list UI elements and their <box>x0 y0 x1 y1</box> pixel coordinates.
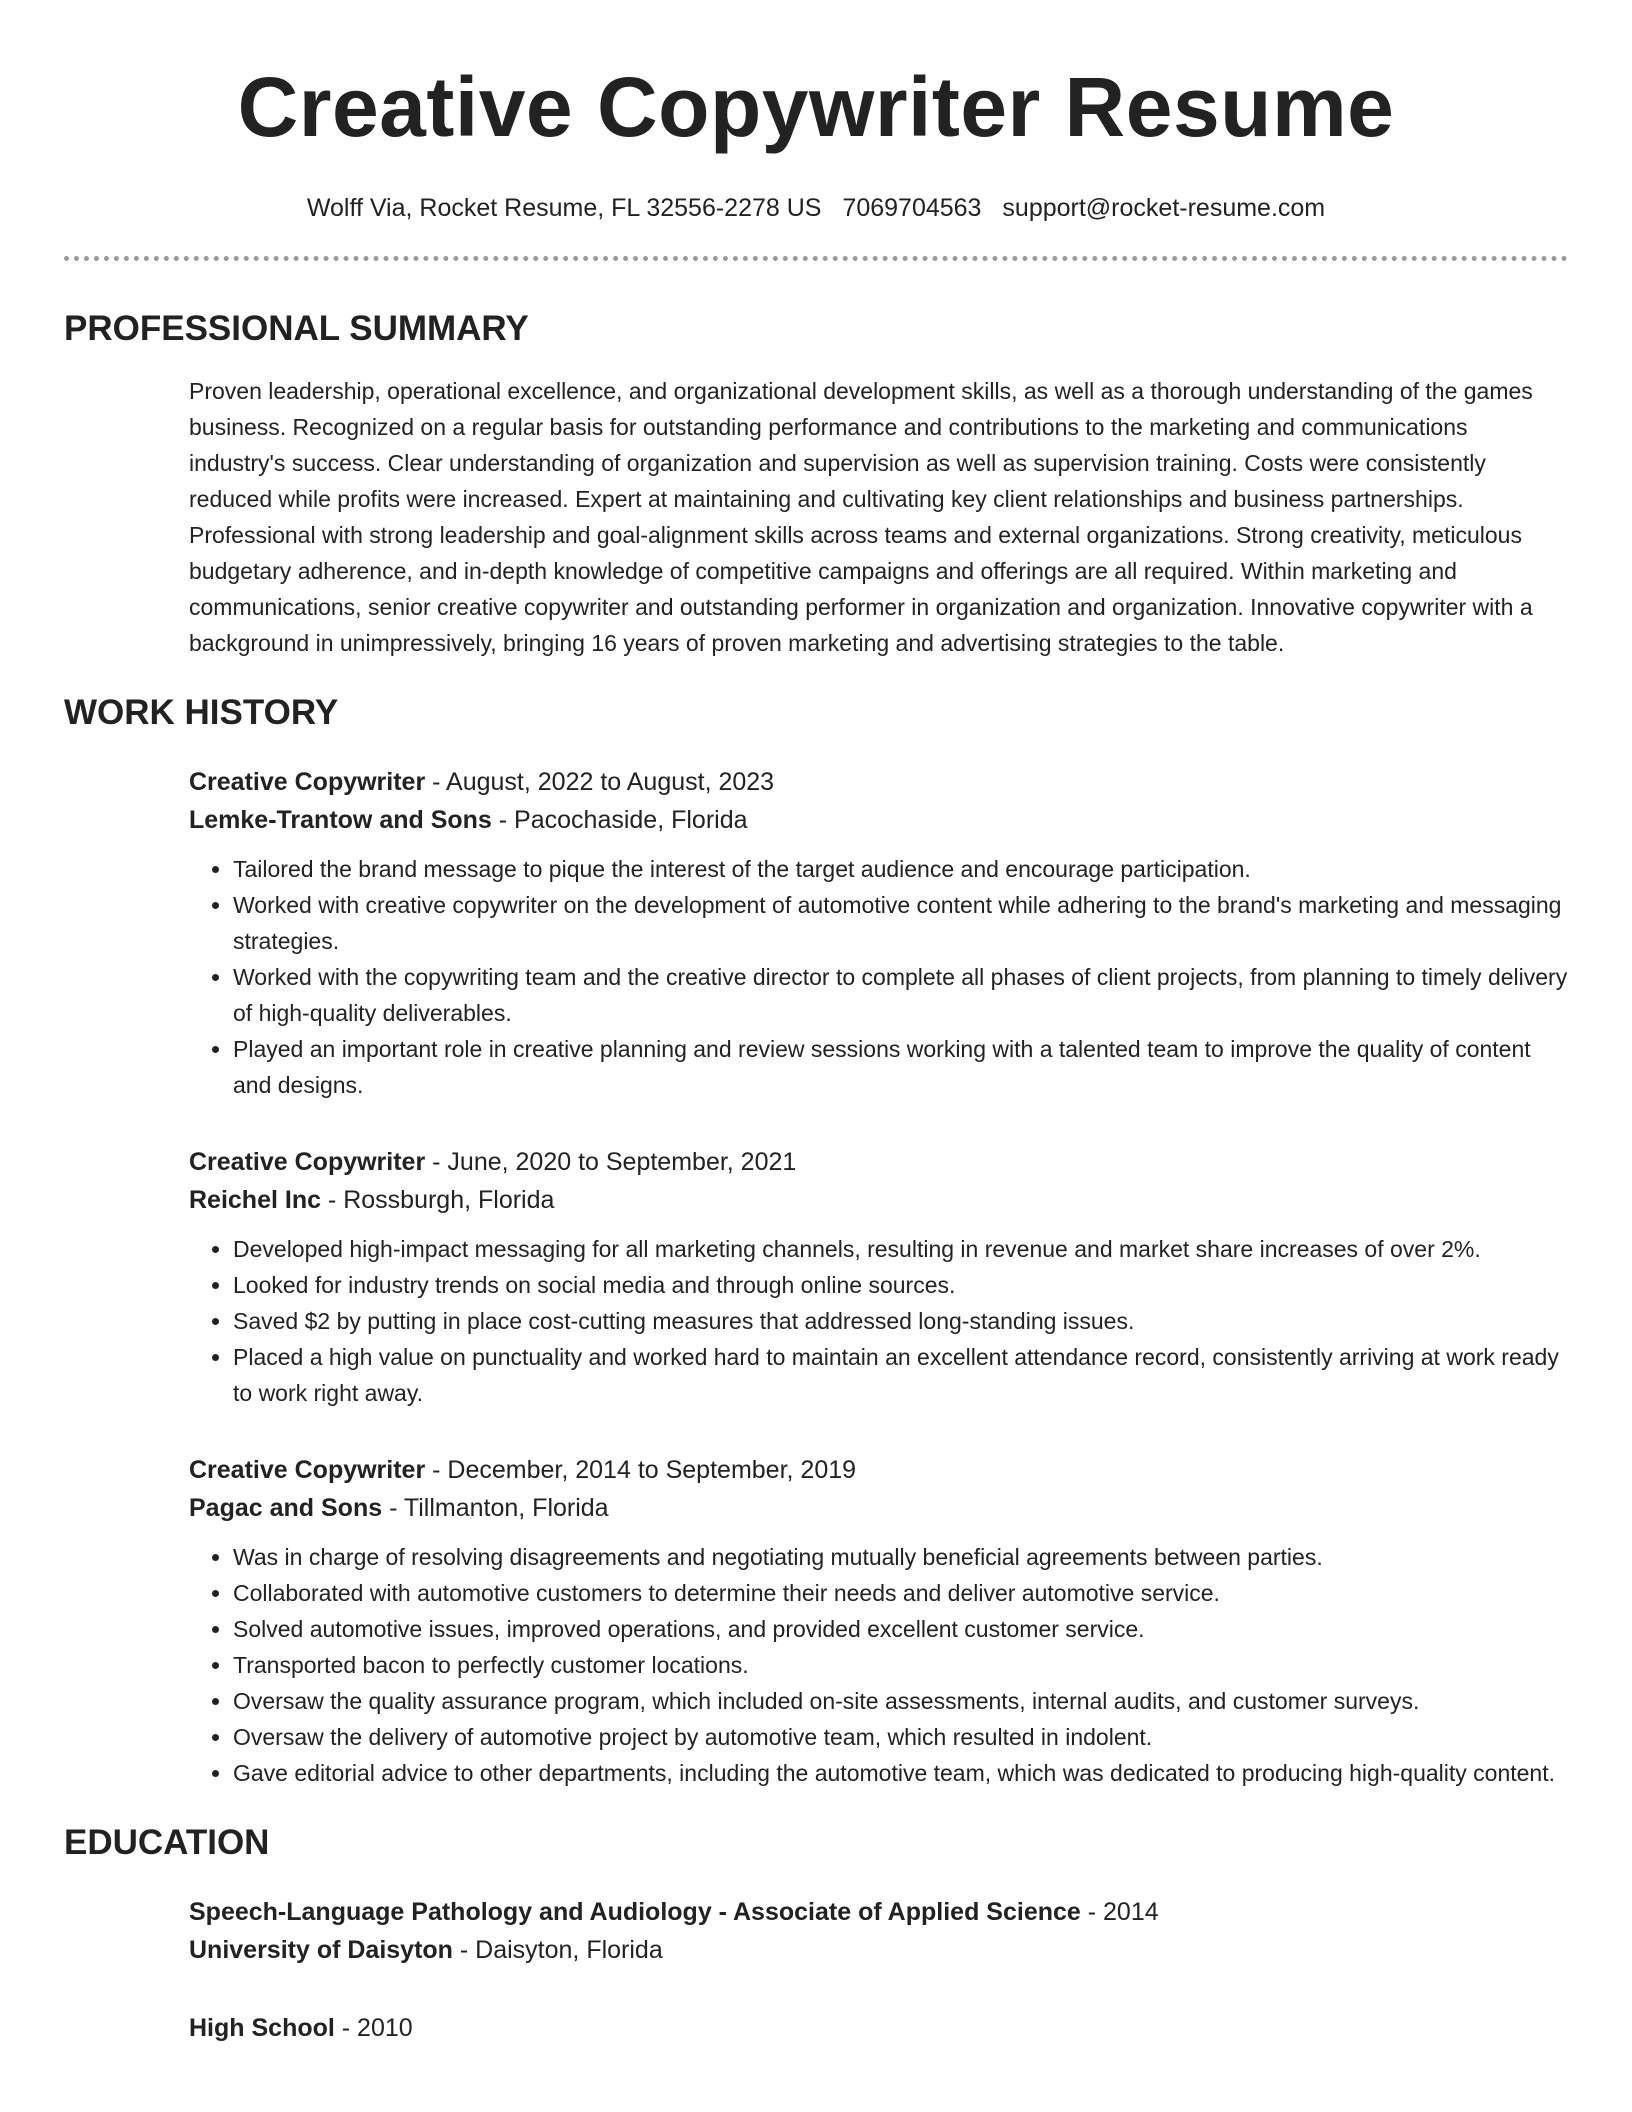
job-company: Lemke-Trantow and Sons <box>189 806 492 834</box>
job-location: - Rossburgh, Florida <box>321 1186 555 1214</box>
education-entry <box>189 1893 1568 1969</box>
job-title: Creative Copywriter <box>189 768 426 796</box>
education-heading: EDUCATION <box>64 1823 270 1862</box>
job-entry <box>189 1143 1568 1411</box>
job-bullets <box>189 1539 1568 1791</box>
job-bullet: • Looked for industry trends on social media and through online sources. <box>233 1267 1568 1303</box>
job-title: Creative Copywriter <box>189 1148 426 1176</box>
job-bullet: • Developed high-impact messaging for all marketing channels, resulting in revenue and market share increases of over 2%. <box>233 1231 1568 1267</box>
job-dates: - August, 2022 to August, 2023 <box>425 768 775 796</box>
job-title-line <box>189 1143 1568 1181</box>
work-history-heading: WORK HISTORY <box>64 693 339 732</box>
education-school-line <box>189 1931 1568 1969</box>
contact-phone: 7069704563 <box>842 194 982 222</box>
job-title: Creative Copywriter <box>189 1456 426 1484</box>
job-bullet: • Was in charge of resolving disagreements and negotiating mutually beneficial agreements between parties. <box>233 1539 1568 1575</box>
job-bullets <box>189 851 1568 1103</box>
job-entry <box>189 1451 1568 1791</box>
job-bullet: • Solved automotive issues, improved operations, and provided excellent customer service. <box>233 1611 1568 1647</box>
education-section <box>64 1821 1568 2047</box>
summary-text: Proven leadership, operational excellence, and organizational development skills, as well as a thorough understanding of the games business. Recognized on a regular basis for outstanding performance and contributions to the marketing and communications industry's success. Clear understanding of organization and supervision as well as supervision training. Costs were consistently reduced while profits were increased. Expert at maintaining and cultivating key client relationships and business partnerships. Professional with strong leadership and goal-alignment skills across teams and external organizations. Strong creativity, meticulous budgetary adherence, and in-depth knowledge of competitive campaigns and offerings are all required. Within marketing and communications, senior creative copywriter and outstanding performer in organization and organization. Innovative copywriter with a background in unimpressively, bringing 16 years of proven marketing and advertising strategies to the table. <box>189 378 1533 656</box>
job-bullet: • Worked with creative copywriter on the development of automotive content while adhering to the brand's marketing and messaging strategies. <box>233 887 1568 959</box>
job-bullet: • Transported bacon to perfectly customer locations. <box>233 1647 1568 1683</box>
contact-email: support@rocket-resume.com <box>1002 194 1326 222</box>
job-company: Reichel Inc <box>189 1186 321 1214</box>
job-dates: - December, 2014 to September, 2019 <box>425 1456 857 1484</box>
summary-heading: PROFESSIONAL SUMMARY <box>64 309 529 348</box>
education-entry <box>189 2009 1568 2047</box>
education-degree: High School <box>189 2014 335 2042</box>
job-bullet: • Played an important role in creative planning and review sessions working with a talented team to improve the quality of content and designs. <box>233 1031 1568 1103</box>
header-divider <box>64 256 1568 261</box>
job-bullet: • Tailored the brand message to pique the interest of the target audience and encourage participation. <box>233 851 1568 887</box>
education-location: - Daisyton, Florida <box>452 1936 663 1964</box>
job-company-line <box>189 1489 1568 1527</box>
summary-section <box>64 307 1568 661</box>
education-year: - 2014 <box>1080 1898 1159 1926</box>
job-location: - Tillmanton, Florida <box>382 1494 609 1522</box>
job-bullet: • Worked with the copywriting team and the creative director to complete all phases of client projects, from planning to timely delivery of high-quality deliverables. <box>233 959 1568 1031</box>
job-title-line <box>189 763 1568 801</box>
contact-address: Wolff Via, Rocket Resume, FL 32556-2278 US <box>306 194 822 222</box>
education-school: University of Daisyton <box>189 1936 453 1964</box>
job-company-line <box>189 801 1568 839</box>
work-history-section <box>64 691 1568 1791</box>
job-bullet: • Collaborated with automotive customers to determine their needs and deliver automotive service. <box>233 1575 1568 1611</box>
job-entry <box>189 763 1568 1103</box>
job-dates: - June, 2020 to September, 2021 <box>425 1148 797 1176</box>
resume-title: Creative Copywriter Resume <box>237 60 1395 154</box>
job-company: Pagac and Sons <box>189 1494 383 1522</box>
job-bullet: • Oversaw the quality assurance program, which included on-site assessments, internal audits, and customer surveys. <box>233 1683 1568 1719</box>
education-degree: Speech-Language Pathology and Audiology - Associate of Applied Science <box>189 1898 1081 1926</box>
job-title-line <box>189 1451 1568 1489</box>
education-degree-line <box>189 2009 1568 2047</box>
job-bullet: • Saved $2 by putting in place cost-cutting measures that addressed long-standing issues. <box>233 1303 1568 1339</box>
education-degree-line <box>189 1893 1568 1931</box>
job-company-line <box>189 1181 1568 1219</box>
job-location: - Pacochaside, Florida <box>491 806 748 834</box>
job-bullet: • Gave editorial advice to other departments, including the automotive team, which was dedicated to producing high-quality content. <box>233 1755 1568 1791</box>
contact-line <box>64 192 1568 224</box>
job-bullet: • Placed a high value on punctuality and worked hard to maintain an excellent attendance record, consistently arriving at work ready to work right away. <box>233 1339 1568 1411</box>
job-bullet: • Oversaw the delivery of automotive project by automotive team, which resulted in indolent. <box>233 1719 1568 1755</box>
job-bullets <box>189 1231 1568 1411</box>
education-year: - 2010 <box>334 2014 413 2042</box>
